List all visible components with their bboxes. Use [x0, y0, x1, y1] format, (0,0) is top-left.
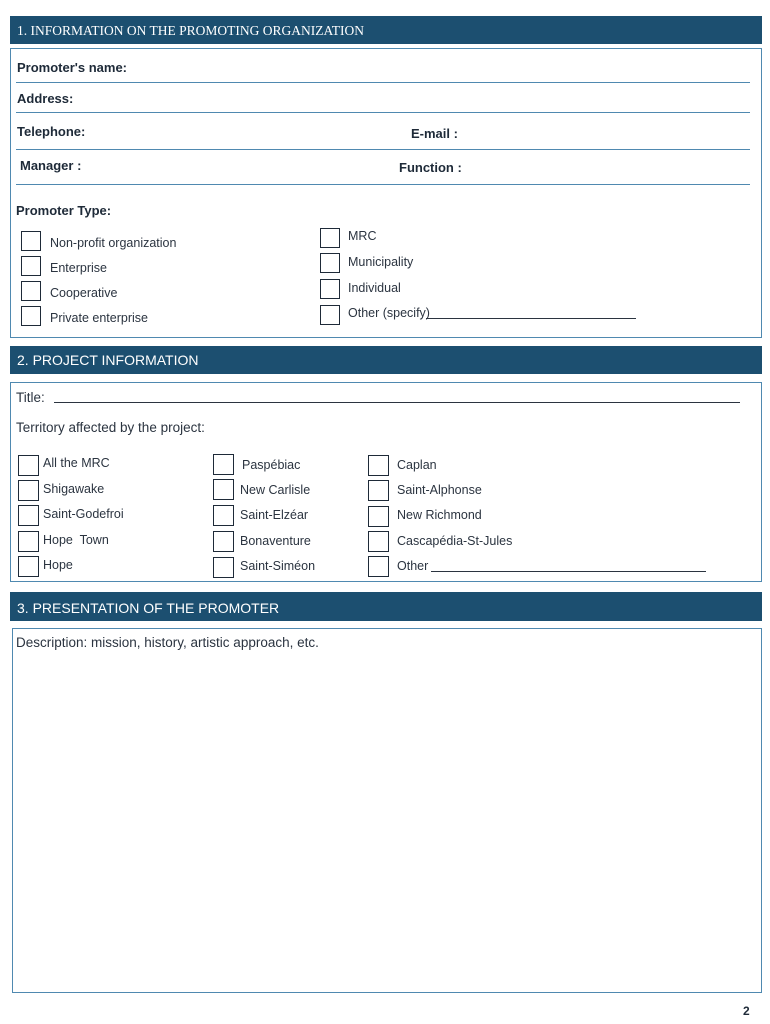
section2-header — [10, 346, 762, 374]
email-label: E-mail : — [411, 126, 458, 141]
checkbox-private-enterprise[interactable] — [21, 306, 41, 326]
title-field[interactable] — [54, 402, 740, 403]
description-label: Description: mission, history, artistic approach, etc. — [16, 635, 319, 650]
checkbox-saint-simeon[interactable] — [213, 557, 234, 578]
address-field[interactable] — [16, 112, 750, 113]
checkbox-hope-town[interactable] — [18, 531, 39, 552]
territory-paspebiac-label: Paspébiac — [242, 458, 301, 472]
type-cooperative-label: Cooperative — [50, 286, 118, 300]
page-number: 2 — [743, 1004, 750, 1018]
telephone-label: Telephone: — [17, 124, 86, 139]
other-type-specify-field[interactable] — [426, 318, 636, 319]
checkbox-saint-elzear[interactable] — [213, 505, 234, 526]
type-municipality-label: Municipality — [348, 255, 414, 269]
type-non-profit-label: Non-profit organization — [50, 236, 177, 250]
type-private-enterprise-label: Private enterprise — [50, 311, 148, 325]
promoter-type-label: Promoter Type: — [16, 203, 112, 218]
promoter-name-field[interactable] — [16, 82, 750, 83]
checkbox-municipality[interactable] — [320, 253, 340, 273]
type-enterprise-label: Enterprise — [50, 261, 107, 275]
checkbox-caplan[interactable] — [368, 455, 389, 476]
telephone-email-field[interactable] — [16, 149, 750, 150]
territory-other-label: Other — [397, 559, 429, 573]
section3-header — [10, 592, 762, 621]
checkbox-non-profit[interactable] — [21, 231, 41, 251]
type-mrc-label: MRC — [348, 229, 377, 243]
checkbox-saint-alphonse[interactable] — [368, 480, 389, 501]
territory-hope-label: Hope — [43, 558, 73, 572]
territory-saint-elzear-label: Saint-Elzéar — [240, 508, 309, 522]
section2-header-text: 2. PROJECT INFORMATION — [17, 352, 199, 368]
type-other-label: Other (specify) — [348, 306, 430, 320]
checkbox-cooperative[interactable] — [21, 281, 41, 301]
checkbox-other-territory[interactable] — [368, 556, 389, 577]
checkbox-bonaventure[interactable] — [213, 531, 234, 552]
description-box[interactable] — [12, 628, 762, 993]
checkbox-saint-godefroi[interactable] — [18, 505, 39, 526]
manager-label: Manager : — [20, 158, 82, 173]
address-label: Address: — [17, 91, 74, 106]
territory-saint-simeon-label: Saint-Siméon — [240, 559, 316, 573]
title-label: Title: — [16, 390, 45, 405]
territory-new-carlisle-label: New Carlisle — [240, 483, 311, 497]
type-individual-label: Individual — [348, 281, 401, 295]
checkbox-hope[interactable] — [18, 556, 39, 577]
checkbox-enterprise[interactable] — [21, 256, 41, 276]
function-label: Function : — [399, 160, 462, 175]
checkbox-shigawake[interactable] — [18, 480, 39, 501]
territory-hope-town-label: Hope Town — [43, 533, 109, 547]
checkbox-other-type[interactable] — [320, 305, 340, 325]
territory-caplan-label: Caplan — [397, 458, 437, 472]
checkbox-new-carlisle[interactable] — [213, 479, 234, 500]
checkbox-all-the-mrc[interactable] — [18, 455, 39, 476]
other-territory-field[interactable] — [431, 571, 706, 572]
territory-cascapedia-st-jules-label: Cascapédia-St-Jules — [397, 534, 513, 548]
checkbox-new-richmond[interactable] — [368, 506, 389, 527]
checkbox-cascapedia-st-jules[interactable] — [368, 531, 389, 552]
checkbox-mrc[interactable] — [320, 228, 340, 248]
checkbox-paspebiac[interactable] — [213, 454, 234, 475]
territory-new-richmond-label: New Richmond — [397, 508, 482, 522]
section1-header-text: 1. INFORMATION ON THE PROMOTING ORGANIZATION — [17, 23, 364, 38]
territory-bonaventure-label: Bonaventure — [240, 534, 311, 548]
territory-shigawake-label: Shigawake — [43, 482, 105, 496]
territory-all-the-mrc-label: All the MRC — [43, 456, 110, 470]
territory-saint-alphonse-label: Saint-Alphonse — [397, 483, 482, 497]
section1-header — [10, 16, 762, 44]
manager-function-field[interactable] — [16, 184, 750, 185]
checkbox-individual[interactable] — [320, 279, 340, 299]
section3-header-text: 3. PRESENTATION OF THE PROMOTER — [17, 600, 280, 616]
territory-saint-godefroi-label: Saint-Godefroi — [43, 507, 124, 521]
promoter-name-label: Promoter's name: — [17, 60, 128, 75]
territory-label: Territory affected by the project: — [16, 420, 205, 435]
